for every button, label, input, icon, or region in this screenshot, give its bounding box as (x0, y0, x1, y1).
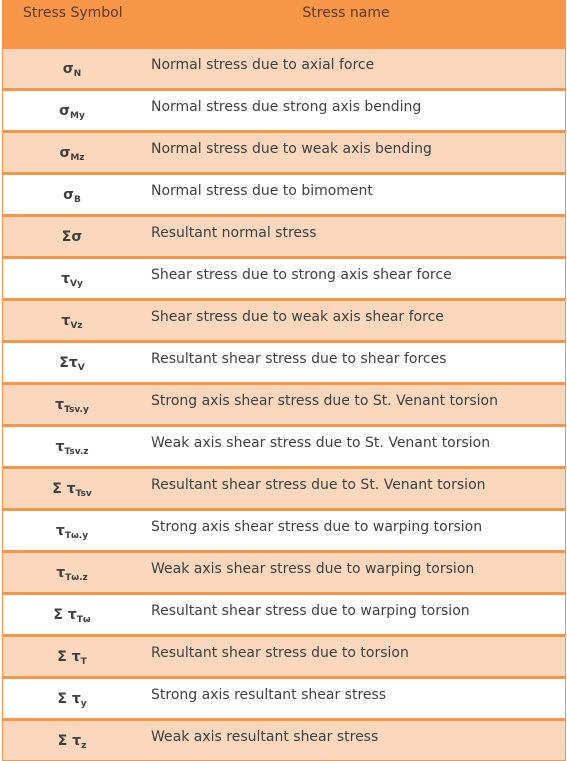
stress-symbol-text (61, 271, 83, 289)
stress-symbol-text (57, 649, 87, 667)
table-body (3, 46, 565, 760)
stress-symbol-base: σ (59, 102, 71, 119)
table-row (3, 172, 565, 214)
stress-name: Normal stress due strong axis bending (151, 98, 422, 115)
stress-symbol-base: Σσ (61, 228, 83, 245)
stress-symbol-text (55, 439, 88, 457)
table-header (3, 0, 565, 46)
stress-symbol-base: Σ τ (57, 732, 82, 749)
stress-symbol-subscript: Tsv.z (64, 446, 89, 457)
stress-symbol-base: Στ (59, 354, 78, 371)
stress-symbol-subscript: y (80, 698, 87, 709)
stress-name: Weak axis resultant shear stress (151, 728, 379, 745)
stress-symbol-subscript: Tω (76, 614, 91, 625)
stress-name: Normal stress due to weak axis bending (151, 140, 432, 157)
stress-symbol-subscript: Tω.z (65, 572, 88, 583)
stress-name: Strong axis resultant shear stress (151, 686, 387, 703)
stress-symbol-subscript: Tsv.y (64, 404, 89, 415)
stress-symbol (3, 311, 147, 331)
header-stress-symbol: Stress Symbol (23, 5, 123, 21)
stress-name: Normal stress due to bimoment (151, 182, 373, 199)
stress-symbol (3, 269, 147, 289)
table-row (3, 256, 565, 298)
stress-symbol (3, 479, 147, 499)
stress-symbol-subscript: Vy (70, 278, 83, 289)
stress-symbol-base: τ (55, 522, 65, 539)
stress-symbol-text (59, 355, 84, 373)
table-row (3, 382, 565, 424)
stress-name: Resultant shear stress due to warping torsion (151, 602, 470, 619)
table-row (3, 718, 565, 760)
stress-table (2, 0, 566, 761)
stress-name: Resultant shear stress due to shear forces (151, 350, 447, 367)
stress-name: Shear stress due to weak axis shear force (151, 308, 444, 325)
stress-symbol (3, 185, 147, 205)
stress-symbol (3, 647, 147, 667)
stress-symbol-subscript: My (70, 110, 85, 121)
stress-symbol-base: σ (63, 186, 75, 203)
stress-symbol-base: σ (59, 144, 71, 161)
stress-name: Shear stress due to strong axis shear force (151, 266, 452, 283)
stress-symbol-text (58, 733, 87, 751)
stress-name: Weak axis shear stress due to warping torsion (151, 560, 475, 577)
stress-symbol-base: τ (55, 396, 65, 413)
stress-symbol-text (55, 397, 89, 415)
stress-symbol-base: Σ τ (57, 690, 81, 707)
stress-name: Weak axis shear stress due to St. Venant torsion (151, 434, 491, 451)
stress-symbol (3, 353, 147, 373)
stress-symbol (3, 101, 147, 121)
stress-symbol (3, 731, 147, 751)
stress-symbol (3, 395, 147, 415)
stress-symbol-text (56, 565, 88, 583)
stress-symbol-base: τ (56, 564, 66, 581)
stress-symbol (3, 563, 147, 583)
stress-symbol-subscript: Tω.y (64, 530, 89, 541)
table-row (3, 466, 565, 508)
stress-symbol-base: Σ τ (52, 480, 76, 497)
stress-symbol-text (57, 691, 86, 709)
stress-symbol-subscript: V (77, 362, 85, 373)
stress-name: Resultant shear stress due to torsion (151, 644, 409, 661)
stress-symbol-text (62, 229, 82, 247)
table-row (3, 88, 565, 130)
stress-name: Strong axis shear stress due to St. Venant torsion (151, 392, 498, 409)
stress-symbol-base: Σ τ (53, 606, 77, 623)
table-row (3, 130, 565, 172)
stress-symbol (3, 605, 147, 625)
stress-symbol-text (63, 61, 81, 79)
stress-symbol-text (52, 481, 92, 499)
stress-symbol-base: τ (61, 312, 71, 329)
stress-symbol-text (59, 145, 84, 163)
stress-symbol (3, 689, 147, 709)
stress-symbol-base: Σ τ (57, 648, 81, 665)
stress-symbol-base: σ (62, 60, 74, 77)
stress-name: Normal stress due to axial force (151, 56, 375, 73)
stress-symbol (3, 437, 147, 457)
table-row (3, 508, 565, 550)
stress-symbol-subscript: Tsv (75, 488, 92, 499)
stress-symbol-subscript: N (73, 68, 82, 79)
table-row (3, 424, 565, 466)
stress-symbol (3, 59, 147, 79)
stress-symbol-subscript: Vz (70, 320, 83, 331)
table-row (3, 46, 565, 88)
table-row (3, 214, 565, 256)
table-row (3, 298, 565, 340)
table-row (3, 550, 565, 592)
stress-name: Strong axis shear stress due to warping torsion (151, 518, 483, 535)
stress-name: Resultant shear stress due to St. Venant torsion (151, 476, 486, 493)
stress-symbol-text (59, 103, 85, 121)
table-row (3, 592, 565, 634)
stress-symbol-subscript: Mz (70, 152, 85, 163)
stress-symbol-base: τ (61, 270, 71, 287)
stress-symbol-text (53, 607, 90, 625)
table-row (3, 634, 565, 676)
stress-symbol-subscript: B (74, 194, 81, 205)
stress-symbol-text (61, 313, 82, 331)
stress-symbol (3, 521, 147, 541)
stress-symbol (3, 227, 147, 247)
header-stress-name: Stress name (302, 5, 390, 21)
stress-symbol-subscript: T (80, 656, 87, 667)
table-row (3, 340, 565, 382)
stress-symbol (3, 143, 147, 163)
stress-symbol-base: τ (55, 438, 65, 455)
stress-symbol-subscript: z (81, 740, 87, 751)
table-row (3, 676, 565, 718)
stress-name: Resultant normal stress (151, 224, 317, 241)
stress-symbol-text (63, 187, 81, 205)
stress-symbol-text (56, 523, 88, 541)
